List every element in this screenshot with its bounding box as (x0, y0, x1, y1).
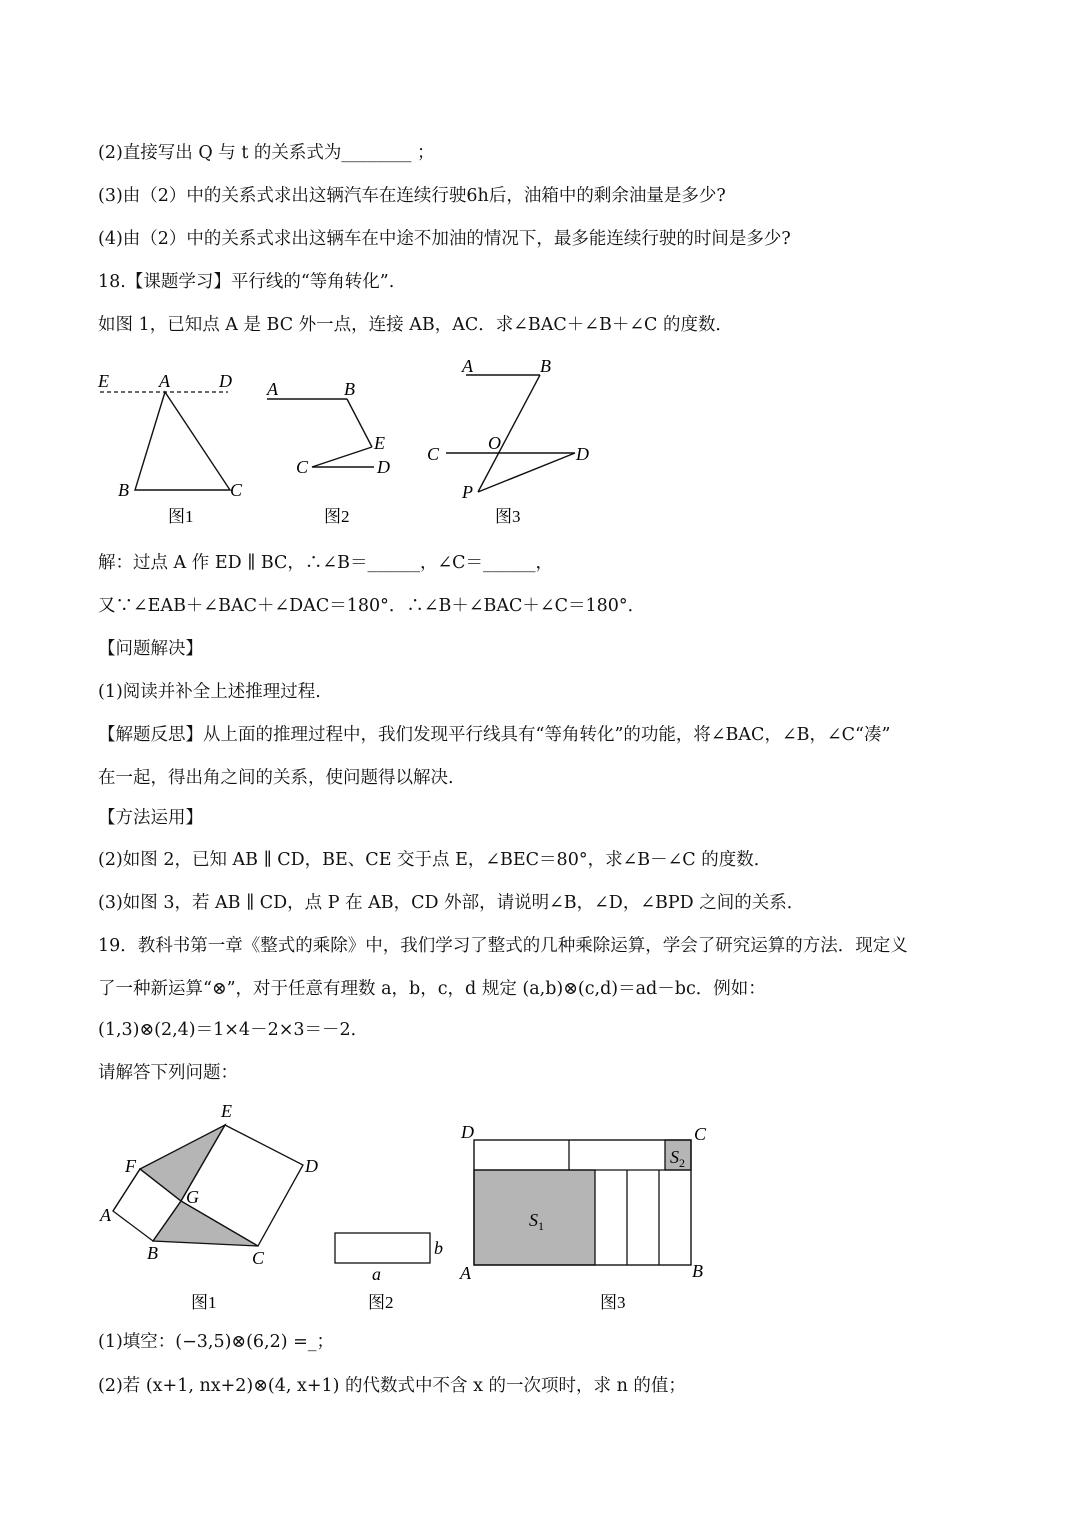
q18-part3: (3)如图 3，若 AB ∥ CD，点 P 在 AB，CD 外部，请说明∠B，∠D，∠BPD 之间的关系． (98, 893, 805, 913)
q18-solution-2: 又∵∠EAB＋∠BAC＋∠DAC＝180°．∴∠B＋∠BAC＋∠C＝180°． (98, 596, 646, 616)
label-B: B (118, 480, 129, 500)
q18-part2: (2)如图 2，已知 AB ∥ CD，BE、CE 交于点 E，∠BEC＝80°，求∠B－∠C 的度数． (98, 850, 772, 870)
label-S1: $S_1$ (529, 1210, 544, 1233)
q19-part1: (1)填空：(−3,5)⊗(6,2) =_； (98, 1332, 335, 1352)
label-B: B (540, 356, 551, 376)
label-A: A (100, 1205, 111, 1225)
label-D: D (219, 371, 232, 391)
q18-figure-2 (262, 365, 412, 535)
figure-caption: 图1 (191, 1293, 217, 1312)
label-C: C (252, 1248, 265, 1268)
figure-caption: 图3 (495, 507, 521, 526)
q19-figure-1 (95, 1097, 335, 1317)
q18-figure-1 (90, 365, 260, 535)
label-D: D (576, 444, 589, 464)
q18-heading-problem: 【问题解决】 (98, 639, 203, 659)
label-A: A (159, 371, 170, 391)
label-b: b (434, 1238, 443, 1258)
label-P: P (462, 482, 473, 502)
q17-part3: (3)由（2）中的关系式求出这辆汽车在连续行驶6h后，油箱中的剩余油量是多少? (98, 186, 726, 206)
label-A: A (460, 1263, 471, 1283)
q17-part4: (4)由（2）中的关系式求出这辆车在中途不加油的情况下，最多能连续行驶的时间是多少? (98, 229, 791, 249)
q18-intro: 如图 1，已知点 A 是 BC 外一点，连接 AB，AC．求∠BAC＋∠B＋∠C 的度数． (98, 315, 733, 335)
label-A: A (267, 379, 278, 399)
q18-part1: (1)阅读并补全上述推理过程. (98, 682, 321, 702)
figure-caption: 图2 (368, 1293, 394, 1312)
label-C: C (694, 1124, 707, 1144)
q18-title: 18.【课题学习】平行线的“等角转化”. (98, 272, 395, 292)
q19-prompt: 请解答下列问题： (98, 1063, 238, 1083)
figure-caption: 图1 (168, 507, 194, 526)
q19-figure-3 (455, 1120, 725, 1320)
q19-figure-2 (330, 1220, 460, 1317)
label-E: E (374, 433, 385, 453)
q19-intro-2: 了一种新运算“⊗”，对于任意有理数 a，b，c，d 规定 (a,b)⊗(c,d)＝ad－bc．例如： (98, 979, 766, 999)
label-E: E (221, 1101, 232, 1121)
label-a: a (372, 1264, 381, 1284)
label-B: B (692, 1261, 703, 1281)
label-E: E (98, 371, 109, 391)
q19-part2: (2)若 (x+1, nx+2)⊗(4, x+1) 的代数式中不含 x 的一次项时，求 n 的值； (98, 1376, 686, 1396)
label-G: G (186, 1187, 199, 1207)
figure-caption: 图2 (324, 507, 350, 526)
label-D: D (377, 457, 390, 477)
label-C: C (296, 457, 309, 477)
figure-caption: 图3 (600, 1293, 626, 1312)
q17-part2: (2)直接写出 Q 与 t 的关系式为________ ； (98, 143, 435, 163)
label-S2: $S_2$ (670, 1147, 685, 1170)
label-D: D (461, 1122, 474, 1142)
q19-example: (1,3)⊗(2,4)＝1×4－2×3＝－2． (98, 1020, 369, 1040)
q18-reflection-1: 【解题反思】从上面的推理过程中，我们发现平行线具有“等角转化”的功能，将∠BAC，∠B，∠C“凑” (98, 725, 891, 745)
q18-solution-1: 解：过点 A 作 ED ∥ BC，∴∠B＝______，∠C＝______， (98, 553, 553, 573)
label-D: D (305, 1156, 318, 1176)
q18-heading-method: 【方法运用】 (98, 808, 203, 828)
label-B: B (344, 379, 355, 399)
label-B: B (147, 1243, 158, 1263)
q19-intro-1: 19．教科书第一章《整式的乘除》中，我们学习了整式的几种乘除运算，学会了研究运算的方法．现定义 (98, 936, 908, 956)
label-C: C (230, 480, 243, 500)
label-F: F (125, 1156, 136, 1176)
label-C: C (427, 444, 440, 464)
label-A: A (462, 356, 473, 376)
label-O: O (488, 433, 501, 453)
q18-figure-3 (420, 352, 600, 535)
q18-reflection-2: 在一起，得出角之间的关系，使问题得以解决. (98, 768, 454, 788)
